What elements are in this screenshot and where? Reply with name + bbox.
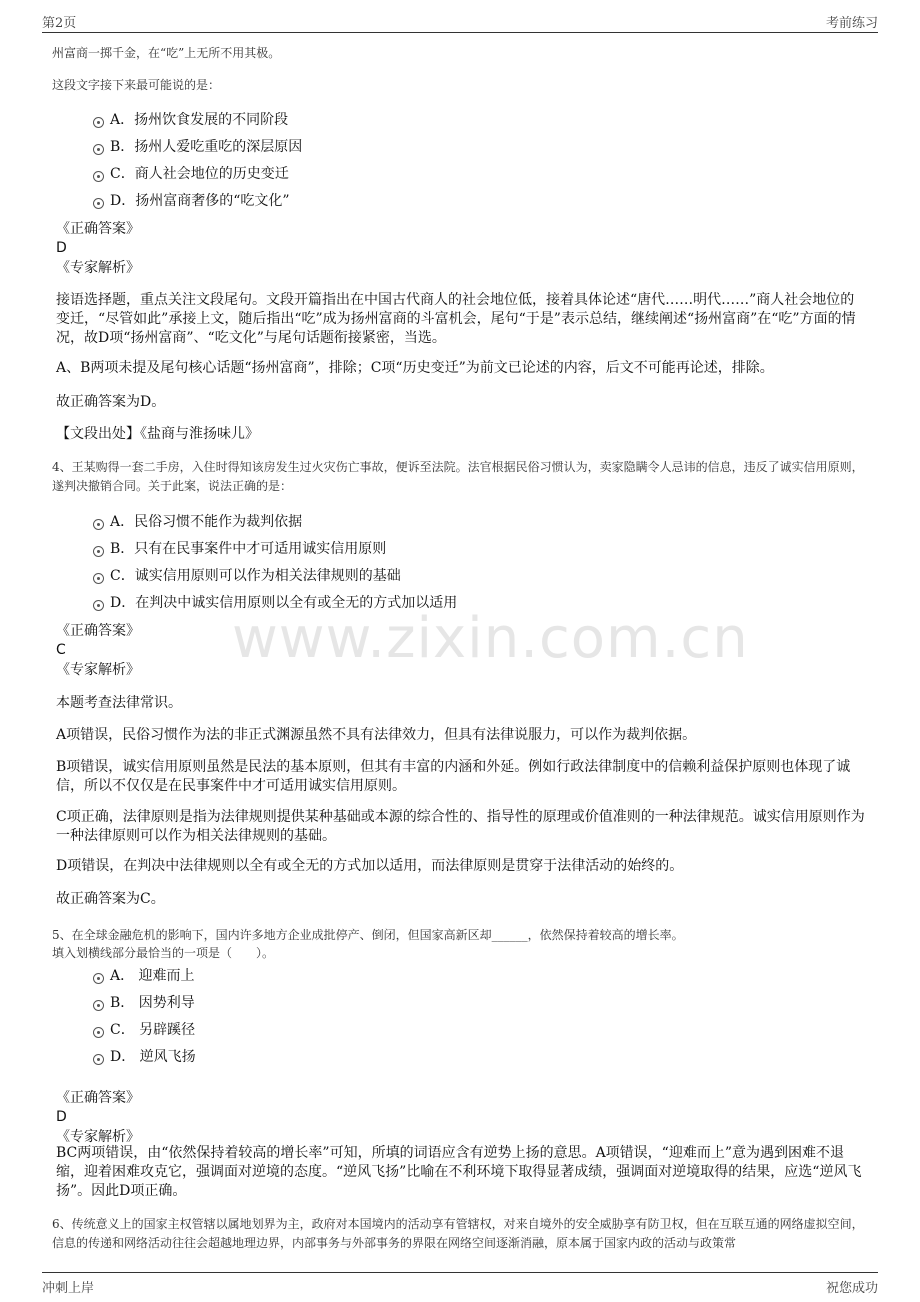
radio-icon[interactable] (93, 1000, 104, 1011)
q5-option-c[interactable]: C． 另辟蹊径 (93, 1021, 195, 1039)
q5-answer: D (56, 1109, 67, 1125)
q3-option-d[interactable]: D．扬州富商奢侈的“吃文化” (93, 192, 290, 210)
q4-analysis-paragraph: D项错误，在判决中法律规则以全有或全无的方式加以适用，而法律原则是贯穿于法律活动的始终的。 (56, 858, 684, 874)
header-title: 考前练习 (825, 16, 878, 31)
q3-analysis-label: 《专家解析》 (56, 260, 140, 276)
radio-icon[interactable] (93, 117, 104, 128)
radio-icon[interactable] (93, 1054, 104, 1065)
q5-option-b[interactable]: B． 因势利导 (93, 994, 195, 1012)
q5-analysis-label: 《专家解析》 (56, 1129, 140, 1145)
radio-icon[interactable] (93, 144, 104, 155)
radio-icon[interactable] (93, 1027, 104, 1038)
q4-analysis-paragraph: C项正确，法律原则是指为法律规则提供某种基础或本源的综合性的、指导性的原理或价值准则的一种法律规范。诚实信用原则作为一种法律原则可以作为相关法律规则的基础。 (56, 809, 865, 844)
radio-icon[interactable] (93, 171, 104, 182)
page-number: 第2页 (42, 16, 77, 31)
q4-analysis-label: 《专家解析》 (56, 662, 140, 678)
q3-option-c[interactable]: C．商人社会地位的历史变迁 (93, 165, 289, 183)
watermark: www.zixin.com.cn (232, 606, 749, 671)
radio-icon[interactable] (93, 600, 104, 611)
q3-stem: 这段文字接下来最可能说的是： (52, 78, 221, 92)
q4-analysis-paragraph: 本题考查法律常识。 (56, 695, 182, 711)
q6-stem: 6、传统意义上的国家主权管辖以属地划界为主，政府对本国境内的活动享有管辖权，对来自境外的安全威胁享有防卫权，但在互联互通的网络虚拟空间，信息的传递和网络活动往往会超越地理边界，内部事务与外部事务的界限在网络空间逐渐消融，原本属于国家内政的活动与政策常 (52, 1217, 864, 1250)
q3-answer-label: 《正确答案》 (56, 221, 140, 237)
q5-option-d[interactable]: D． 逆风飞扬 (93, 1048, 196, 1066)
radio-icon[interactable] (93, 198, 104, 209)
q5-analysis-paragraph: BC两项错误，由“依然保持着较高的增长率”可知，所填的词语应含有逆势上扬的意思。A项错误，“迎难而上”意为遇到困难不退缩，迎着困难攻克它，强调面对逆境的态度。“逆风飞扬”比喻在不利环境下取得显著成绩，强调面对逆境取得的结果，应选“逆风飞扬”。因此D项正确。 (56, 1145, 862, 1199)
q3-analysis-paragraph: 接语选择题，重点关注文段尾句。文段开篇指出在中国古代商人的社会地位低，接着具体论述“唐代……明代……”商人社会地位的变迁，“尽管如此”承接上文，随后指出“吃”成为扬州富商的斗富机会，尾句“于是”表示总结，继续阐述“扬州富商”在“吃”方面的情况，故D项“扬州富商”、“吃文化”与尾句话题衔接紧密，当选。 (56, 292, 856, 346)
q3-source: 【文段出处】《盐商与淮扬味儿》 (56, 426, 259, 442)
q4-analysis-paragraph: B项错误，诚实信用原则虽然是民法的基本原则，但其有丰富的内涵和外延。例如行政法律制度中的信赖利益保护原则也体现了诚信，所以不仅仅是在民事案件中才可适用诚实信用原则。 (56, 759, 851, 794)
radio-icon[interactable] (93, 573, 104, 584)
q4-option-a[interactable]: A．民俗习惯不能作为裁判依据 (93, 513, 302, 531)
page-footer (42, 1272, 878, 1297)
footer-right-text: 祝您成功 (825, 1281, 878, 1296)
q4-answer: C (56, 642, 66, 658)
q3-answer: D (56, 240, 67, 256)
q4-option-b[interactable]: B．只有在民事案件中才可适用诚实信用原则 (93, 540, 386, 558)
q3-analysis-paragraph: 故正确答案为D。 (56, 394, 166, 410)
page-header (42, 10, 878, 33)
q4-option-c[interactable]: C．诚实信用原则可以作为相关法律规则的基础 (93, 567, 401, 585)
q3-intro: 州富商一掷千金，在“吃”上无所不用其极。 (52, 46, 281, 60)
q5-answer-label: 《正确答案》 (56, 1090, 140, 1106)
q5-stem: 5、在全球金融危机的影响下，国内许多地方企业成批停产、倒闭，但国家高新区却______，依然保持着较高的增长率。 (52, 928, 684, 942)
q4-analysis-paragraph: 故正确答案为C。 (56, 891, 165, 907)
footer-left-text: 冲刺上岸 (42, 1281, 95, 1296)
q5-instruction: 填入划横线部分最恰当的一项是（ ）。 (52, 946, 275, 960)
q3-option-a[interactable]: A．扬州饮食发展的不同阶段 (93, 111, 288, 129)
q4-answer-label: 《正确答案》 (56, 623, 140, 639)
radio-icon[interactable] (93, 519, 104, 530)
q4-analysis-paragraph: A项错误，民俗习惯作为法的非正式渊源虽然不具有法律效力，但具有法律说服力，可以作为裁判依据。 (56, 727, 697, 743)
q3-analysis-paragraph: A、B两项未提及尾句核心话题“扬州富商”，排除；C项“历史变迁”为前文已论述的内容，后文不可能再论述，排除。 (56, 360, 774, 376)
q3-option-b[interactable]: B．扬州人爱吃重吃的深层原因 (93, 138, 302, 156)
q4-option-d[interactable]: D．在判决中诚实信用原则以全有或全无的方式加以适用 (93, 594, 457, 612)
radio-icon[interactable] (93, 546, 104, 557)
q4-stem: 4、王某购得一套二手房，入住时得知该房发生过火灾伤亡事故，便诉至法院。法官根据民俗习惯认为，卖家隐瞒令人忌讳的信息，违反了诚实信用原则，遂判决撤销合同。关于此案，说法正确的是： (52, 460, 864, 493)
radio-icon[interactable] (93, 973, 104, 984)
q5-option-a[interactable]: A． 迎难而上 (93, 967, 195, 985)
